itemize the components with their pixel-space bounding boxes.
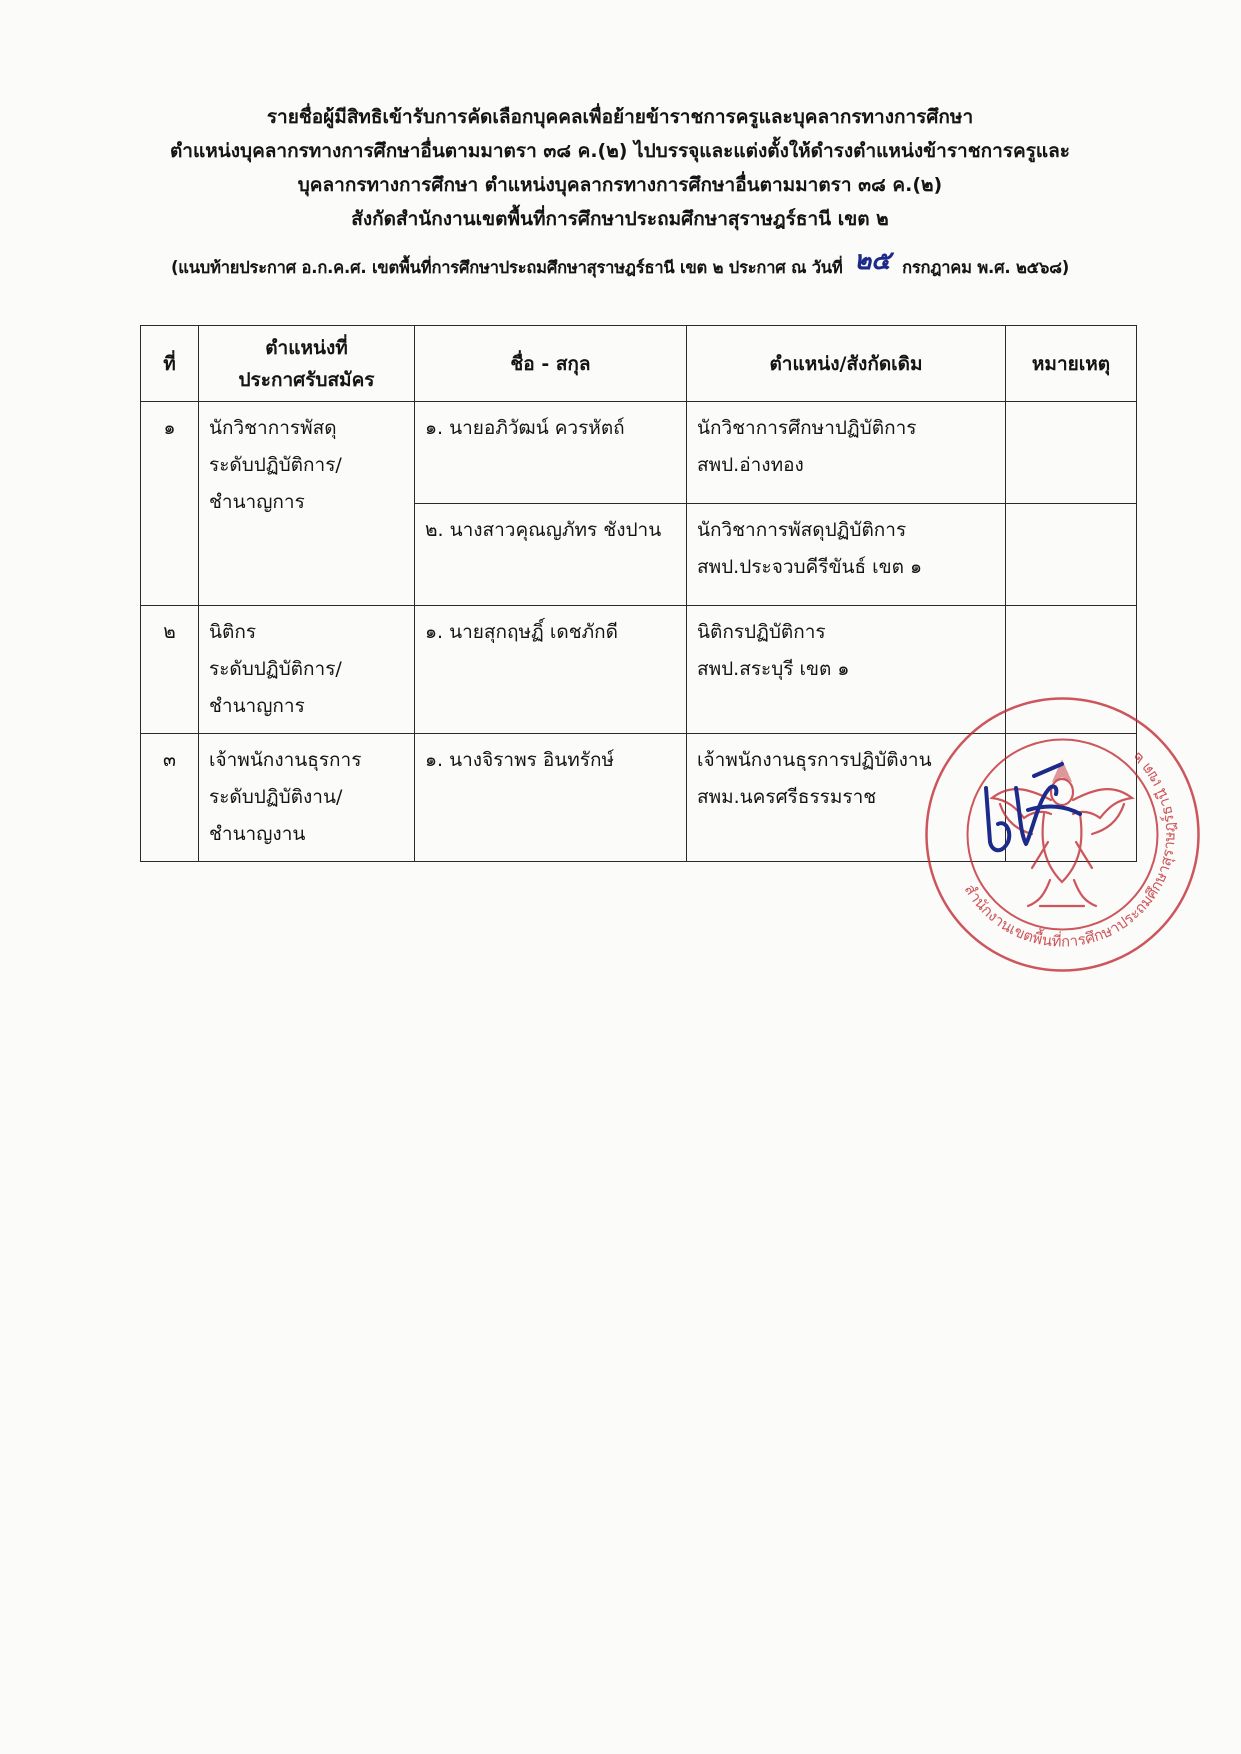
announcement-suffix: กรกฎาคม พ.ศ. ๒๕๖๘) [902, 258, 1070, 277]
title-line-4: สังกัดสำนักงานเขตพื้นที่การศึกษาประถมศึกษาสุราษฎร์ธานี เขต ๒ [351, 208, 889, 230]
note-cell [1006, 606, 1137, 734]
table-row [141, 402, 1137, 504]
origin-line: นักวิชาการศึกษาปฏิบัติการ [697, 417, 917, 439]
seal-text: สำนักงานเขตพื้นที่การศึกษาประถมศึกษาสุราษฎร์ธานี เขต ๒ [960, 748, 1179, 951]
title-line-1: รายชื่อผู้มีสิทธิเข้ารับการคัดเลือกบุคคลเพื่อย้ายข้าราชการครูและบุคลากรทางการศึกษา [266, 106, 974, 128]
position-line: ชำนาญการ [209, 695, 305, 717]
note-cell [1006, 504, 1137, 606]
document-header [120, 100, 1120, 285]
origin-line: สพป.อ่างทอง [697, 454, 804, 476]
title-line-2: ตำแหน่งบุคลากรทางการศึกษาอื่นตามมาตรา ๓๘ ค.(๒) ไปบรรจุและแต่งตั้งให้ดำรงตำแหน่งข้าราชการครูและ [169, 140, 1071, 162]
candidate-name: ๒. นางสาวคุณญภัทร ชังปาน [415, 504, 687, 606]
header-name: ชื่อ - สกุล [415, 326, 687, 402]
position-line: ระดับปฏิบัติการ/ [209, 658, 342, 680]
origin-cell [687, 606, 1006, 734]
table-header-row [141, 326, 1137, 402]
position-cell [199, 734, 415, 862]
candidate-name: ๑. นางจิราพร อินทรักษ์ [415, 734, 687, 862]
header-position-line-2: ประกาศรับสมัคร [238, 368, 375, 391]
handwritten-day: ๒๕ [854, 246, 891, 276]
origin-cell [687, 402, 1006, 504]
header-no: ที่ [141, 326, 199, 402]
header-position [199, 326, 415, 402]
header-note: หมายเหตุ [1006, 326, 1137, 402]
header-position-line-1: ตำแหน่งที่ [265, 336, 348, 359]
position-line: นักวิชาการพัสดุ [209, 417, 337, 439]
origin-line: สพป.สระบุรี เขต ๑ [697, 658, 850, 680]
origin-line: เจ้าพนักงานธุรการปฏิบัติงาน [697, 749, 932, 771]
announcement-reference [120, 248, 1120, 285]
origin-line: นักวิชาการพัสดุปฏิบัติการ [697, 519, 907, 541]
header-origin: ตำแหน่ง/สังกัดเดิม [687, 326, 1006, 402]
origin-cell [687, 734, 1006, 862]
row-number: ๓ [141, 734, 199, 862]
origin-line: สพม.นครศรีธรรมราช [697, 786, 877, 808]
announcement-prefix: (แนบท้ายประกาศ อ.ก.ค.ศ. เขตพื้นที่การศึกษาประถมศึกษาสุราษฎร์ธานี เขต ๒ ประกาศ ณ วันที่ [170, 258, 843, 277]
row-number: ๒ [141, 606, 199, 734]
position-line: ระดับปฏิบัติการ/ [209, 454, 342, 476]
candidate-name: ๑. นายอภิวัฒน์ ควรหัตถ์ [415, 402, 687, 504]
note-cell [1006, 402, 1137, 504]
position-cell [199, 402, 415, 606]
position-line: เจ้าพนักงานธุรการ [209, 749, 362, 771]
position-line: นิติกร [209, 621, 257, 643]
origin-line: สพป.ประจวบคีรีขันธ์ เขต ๑ [697, 556, 923, 578]
table-row [141, 606, 1137, 734]
position-line: ระดับปฏิบัติงาน/ [209, 786, 343, 808]
position-cell [199, 606, 415, 734]
origin-cell [687, 504, 1006, 606]
candidate-name: ๑. นายสุกฤษฏิ์ เดชภักดี [415, 606, 687, 734]
candidate-table [140, 325, 1137, 862]
table-row [141, 734, 1137, 862]
origin-line: นิติกรปฏิบัติการ [697, 621, 826, 643]
note-cell [1006, 734, 1137, 862]
position-line: ชำนาญการ [209, 491, 305, 513]
title-line-3: บุคลากรทางการศึกษา ตำแหน่งบุคลากรทางการศึกษาอื่นตามมาตรา ๓๘ ค.(๒) [297, 174, 943, 196]
position-line: ชำนาญงาน [209, 823, 306, 845]
row-number: ๑ [141, 402, 199, 606]
